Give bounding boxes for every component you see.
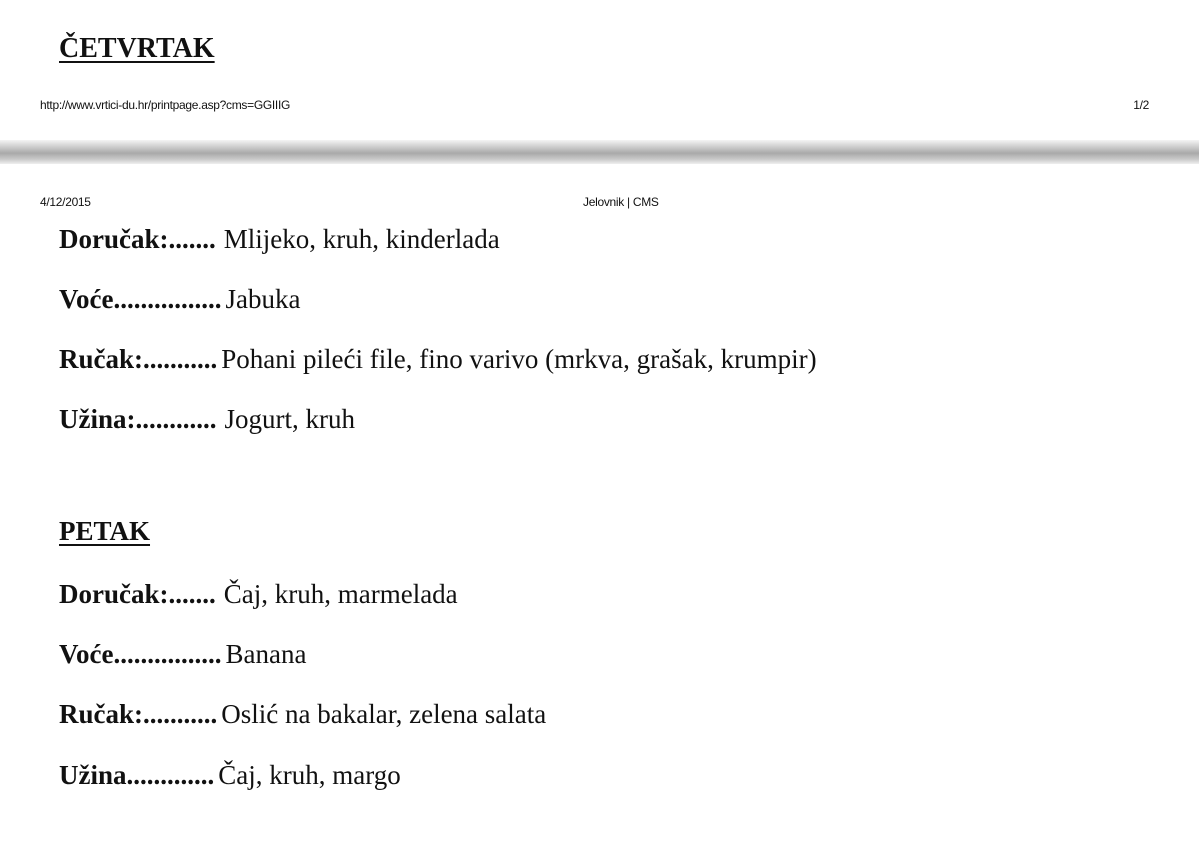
meal-label: Doručak:.......	[59, 224, 216, 254]
meal-label: Voće................	[59, 639, 222, 669]
meal-value: Banana	[225, 639, 307, 669]
page-break-divider	[0, 140, 1199, 164]
meal-value: Oslić na bakalar, zelena salata	[221, 699, 547, 729]
meal-label: Doručak:.......	[59, 579, 216, 609]
thursday-heading: ČETVRTAK	[59, 33, 215, 64]
meal-label: Užina.............	[59, 760, 215, 790]
meal-label: Užina:............	[59, 404, 217, 434]
meal-value: Jabuka	[225, 284, 301, 314]
friday-breakfast-row	[59, 579, 458, 609]
meal-label: Ručak:...........	[59, 344, 218, 374]
header-date: 4/12/2015	[40, 195, 91, 209]
meal-label: Voće................	[59, 284, 222, 314]
header-title: Jelovnik | CMS	[583, 195, 659, 209]
footer-page-number: 1/2	[1133, 98, 1149, 112]
next-page-top	[0, 164, 1199, 856]
footer-url: http://www.vrtici-du.hr/printpage.asp?cms=GGIIIG	[40, 98, 291, 112]
meal-value: Jogurt, kruh	[224, 404, 355, 434]
friday-heading: PETAK	[59, 516, 151, 546]
thursday-lunch-row	[59, 344, 817, 374]
thursday-snack-row	[59, 404, 355, 434]
meal-value: Čaj, kruh, margo	[218, 760, 401, 790]
friday-fruit-row	[59, 639, 306, 669]
meal-value: Čaj, kruh, marmelada	[223, 579, 458, 609]
previous-page-bottom	[0, 0, 1199, 140]
meal-value: Mlijeko, kruh, kinderlada	[223, 224, 500, 254]
meal-value: Pohani pileći file, fino varivo (mrkva, grašak, krumpir)	[221, 344, 817, 374]
thursday-breakfast-row	[59, 224, 500, 254]
friday-lunch-row	[59, 699, 546, 729]
thursday-fruit-row	[59, 284, 300, 314]
friday-snack-row	[59, 760, 401, 790]
meal-label: Ručak:...........	[59, 699, 218, 729]
